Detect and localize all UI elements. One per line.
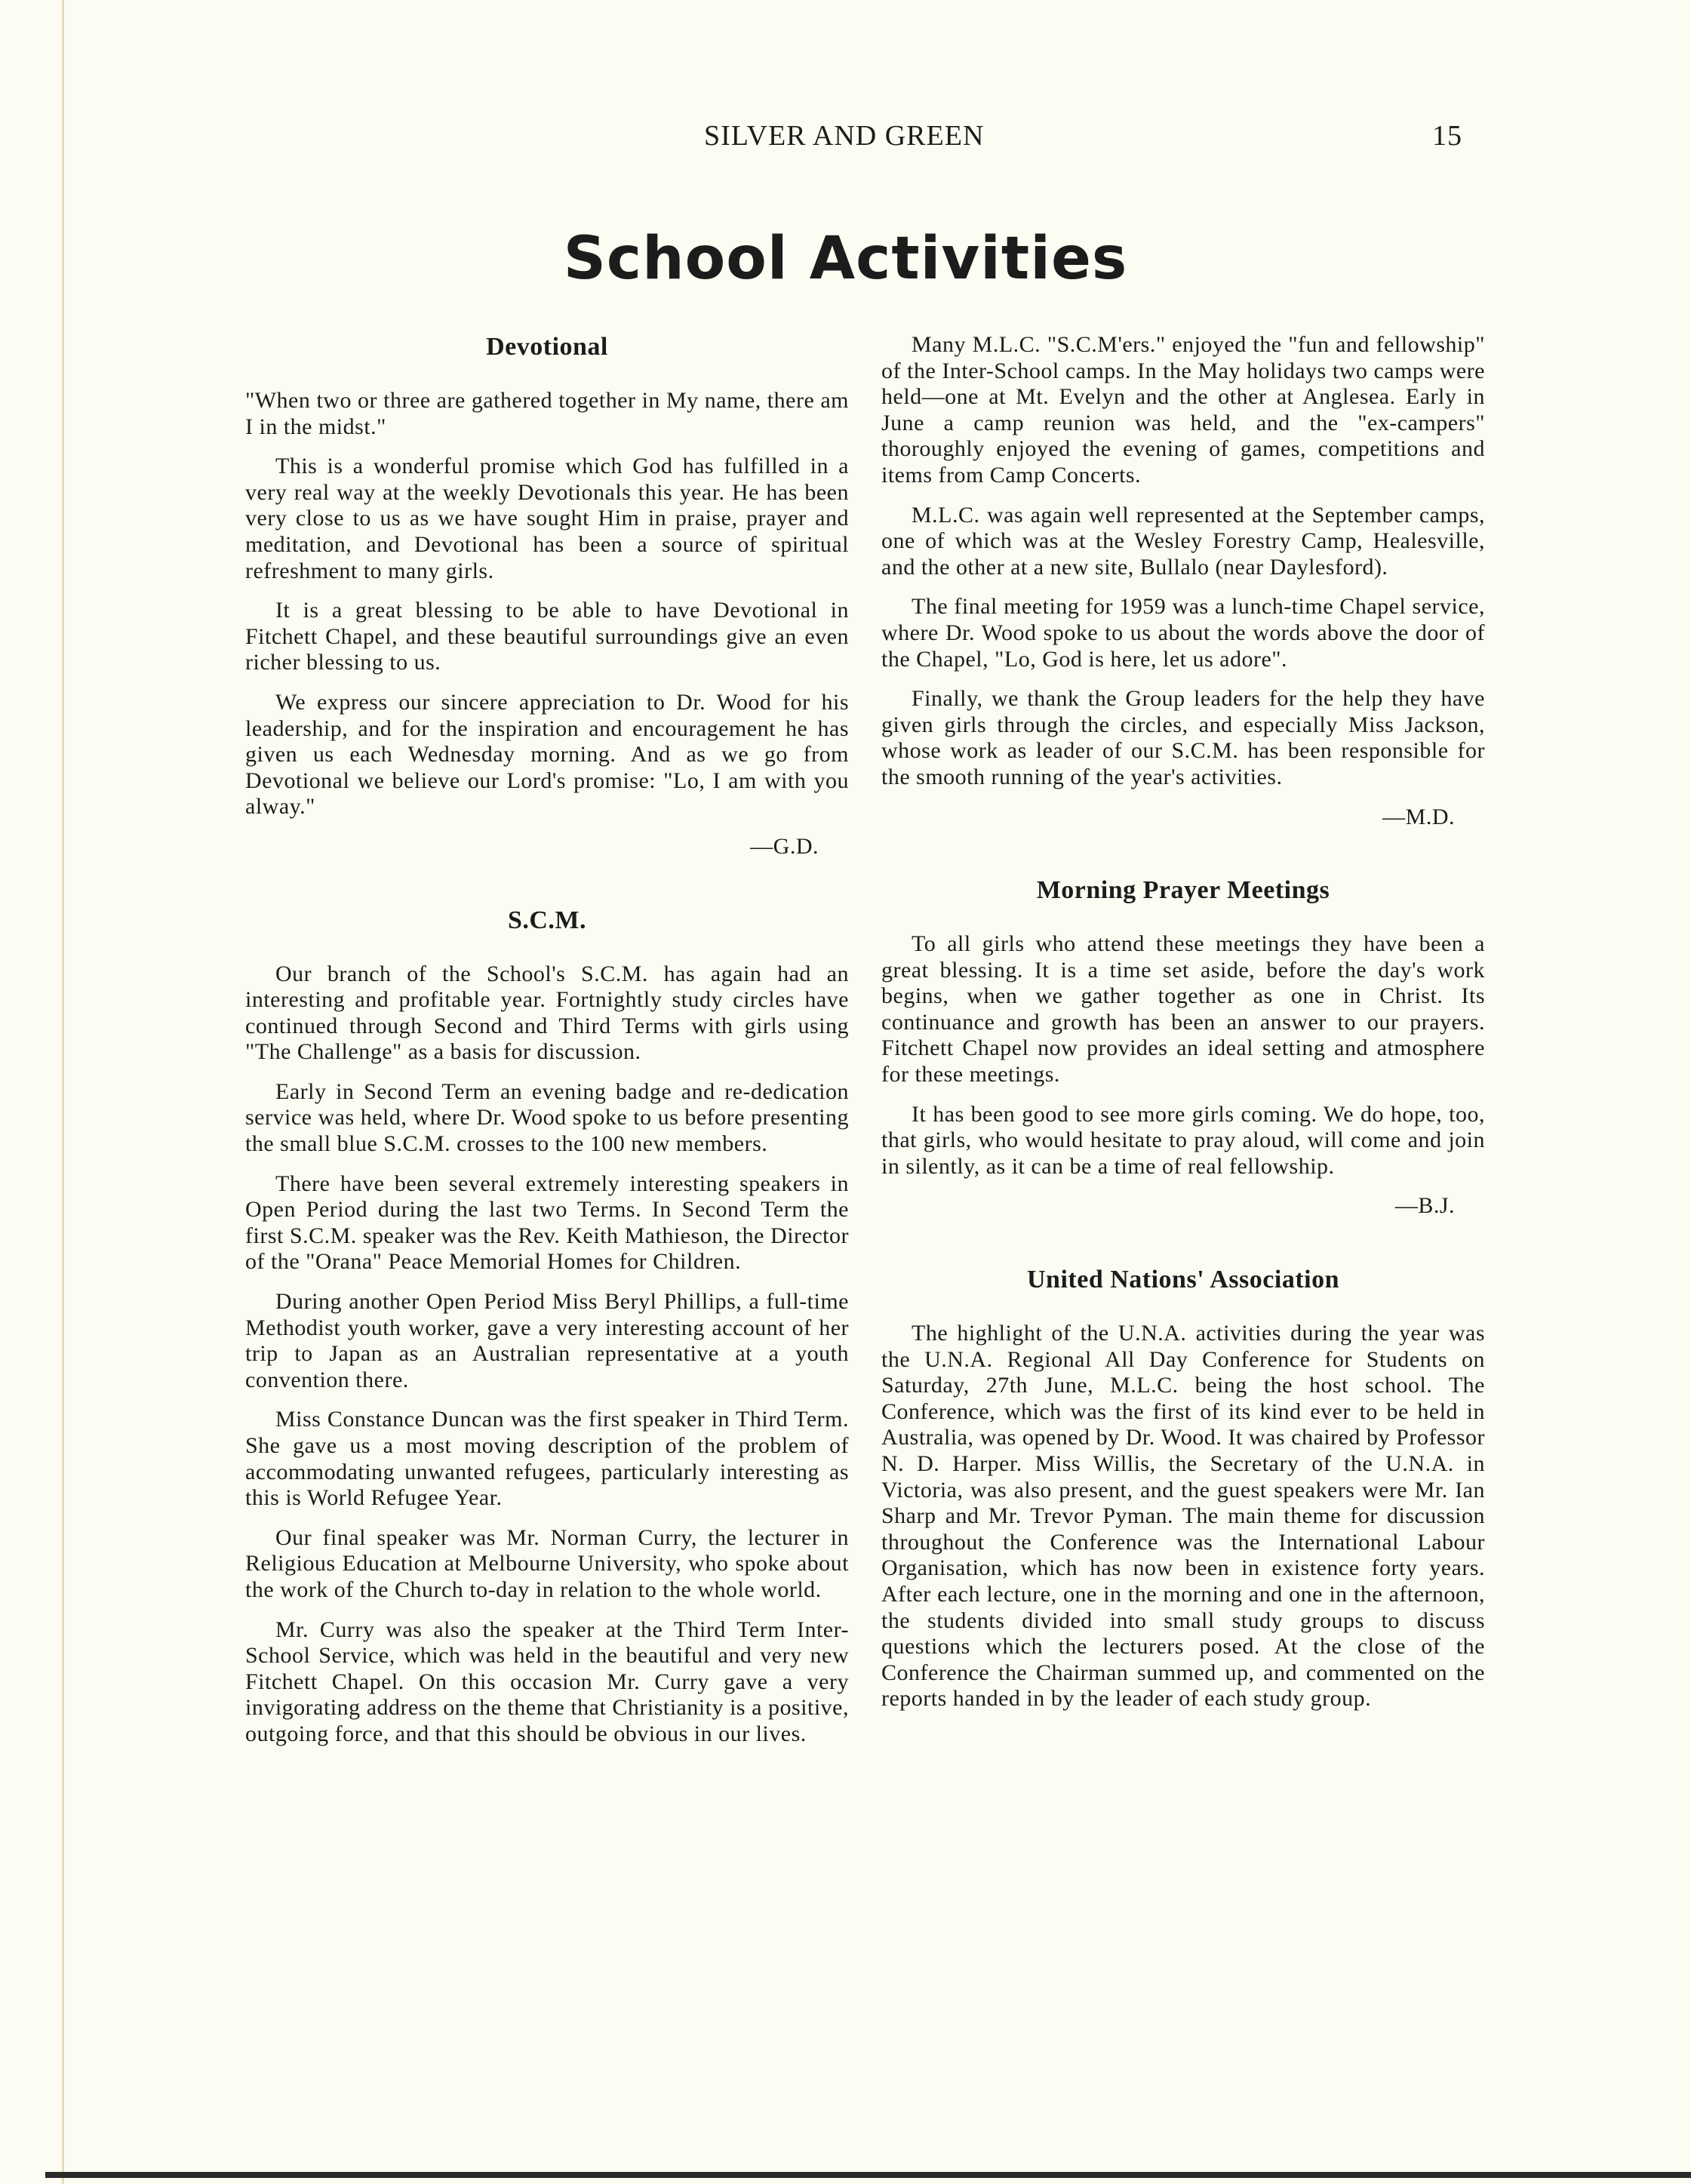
left-column <box>245 332 849 1761</box>
page-number: 15 <box>1432 120 1462 152</box>
signature: —M.D. <box>1382 804 1455 829</box>
signature: —B.J. <box>1394 1193 1455 1219</box>
paragraph: "When two or three are gathered together in My name, there am I in the midst." <box>245 388 849 439</box>
section-heading: United Nations' Association <box>1027 1266 1339 1294</box>
paragraph: Early in Second Term an evening badge and re-dedication service was held, where Dr. Wood spoke to us before presenting the small blue S.C.M. crosses to the 100 new members. <box>245 1078 849 1157</box>
paragraph: Miss Constance Duncan was the first speaker in Third Term. She gave us a most moving description of the problem of accommodating unwanted refugees, particularly interesting as this is World Refugee Year. <box>245 1407 849 1511</box>
paragraph: There have been several extremely interesting speakers in Open Period during the last two Terms. In Second Term the first S.C.M. speaker was the Rev. Keith Mathieson, the Director of the "Orana" Peace Memorial Homes for Children. <box>245 1170 849 1275</box>
paragraph: The highlight of the U.N.A. activities during the year was the U.N.A. Regional All Day Conference for Students on Saturday, 27th June, M.L.C. being the host school. The Conference, which was the first of its kind ever to be held in Australia, was opened by Dr. Wood. It was chaired by Professor N. D. Harper. Miss Willis, the Secretary of the U.N.A. in Victoria, was also present, and the guest speakers were Mr. Ian Sharp and Mr. Trevor Pyman. The main theme for discussion throughout the Conference was the International Labour Organisation, which has now been in existence forty years. After each lecture, one in the morning and one in the afternoon, the students divided into small study groups to discuss questions which the lecturers posed. At the close of the Conference the Chairman summed up, and commented on the reports handed in by the leader of each study group. <box>881 1321 1485 1712</box>
signature: —G.D. <box>750 833 819 859</box>
paragraph: We express our sincere appreciation to Dr. Wood for his leadership, and for the inspiration and encouragement he has given us each Wednesday morning. And as we go from Devotional we believe our Lord's promise: "Lo, I am with you alway." <box>245 689 849 820</box>
section-united-nations-association <box>881 1265 1485 1712</box>
section-devotional <box>245 332 849 860</box>
section-morning-prayer-meetings <box>881 875 1485 1220</box>
section-heading: Morning Prayer Meetings <box>1036 876 1330 905</box>
page-binding-edge <box>62 0 64 2184</box>
page-bottom-edge <box>45 2172 1691 2178</box>
paragraph: It is a great blessing to be able to have Devotional in Fitchett Chapel, and these beautiful surroundings give an even richer blessing to us. <box>245 598 849 675</box>
paragraph: To all girls who attend these meetings they have been a great blessing. It is a time set aside, before the day's work begins, when we gather together as one in Christ. Its continuance and growth has been an answer to our prayers. Fitchett Chapel now provides an ideal setting and atmosphere for these meetings. <box>881 931 1485 1087</box>
paragraph: M.L.C. was again well represented at the September camps, one of which was at the Wesley Forestry Camp, Healesville, and the other at a new site, Bullalo (near Daylesford). <box>881 502 1485 580</box>
paragraph: Our branch of the School's S.C.M. has again had an interesting and profitable year. Fortnightly study circles have continued through Second and Third Terms with girls using "The Challenge" as a basis for discussion. <box>245 961 849 1065</box>
running-title: SILVER AND GREEN <box>704 120 985 152</box>
paragraph: Many M.L.C. "S.C.M'ers." enjoyed the "fun and fellowship" of the Inter-School camps. In the May holidays two camps were held—one at Mt. Evelyn and the other at Anglesea. Early in June a camp reunion was held, and the "ex-campers" thoroughly enjoyed the evening of games, competitions and items from Camp Concerts. <box>881 332 1485 488</box>
right-column <box>881 332 1485 1726</box>
section-scm-continued <box>881 332 1485 830</box>
page-title: School Activities <box>563 225 1128 293</box>
paragraph: This is a wonderful promise which God has fulfilled in a very real way at the weekly Devotionals this year. He has been very close to us as we have sought Him in praise, prayer and meditation, and Devotional has been a source of spiritual refreshment to many girls. <box>245 454 849 583</box>
paragraph: The final meeting for 1959 was a lunch-time Chapel service, where Dr. Wood spoke to us about the words above the door of the Chapel, "Lo, God is here, let us adore". <box>881 594 1485 672</box>
section-heading: Devotional <box>486 333 608 361</box>
paragraph: Our final speaker was Mr. Norman Curry, the lecturer in Religious Education at Melbourne University, who spoke about the work of the Church to-day in relation to the whole world. <box>245 1524 849 1602</box>
paragraph: It has been good to see more girls coming. We do hope, too, that girls, who would hesitate to pray aloud, will come and join in silently, as it can be a time of real fellowship. <box>881 1101 1485 1179</box>
paragraph: During another Open Period Miss Beryl Phillips, a full-time Methodist youth worker, gave a very interesting account of her trip to Japan as an Australian representative at a youth convention there. <box>245 1289 849 1392</box>
section-scm <box>245 906 849 1748</box>
section-heading: S.C.M. <box>507 906 587 934</box>
paragraph: Mr. Curry was also the speaker at the Third Term Inter-School Service, which was held in the beautiful and very new Fitchett Chapel. On this occasion Mr. Curry gave a very invigorating address on the theme that Christianity is a positive, outgoing force, and that this should be obvious in our lives. <box>245 1616 849 1746</box>
paragraph: Finally, we thank the Group leaders for the help they have given girls through the circles, and especially Miss Jackson, whose work as leader of our S.C.M. has been responsible for the smooth running of the year's activities. <box>881 686 1485 789</box>
